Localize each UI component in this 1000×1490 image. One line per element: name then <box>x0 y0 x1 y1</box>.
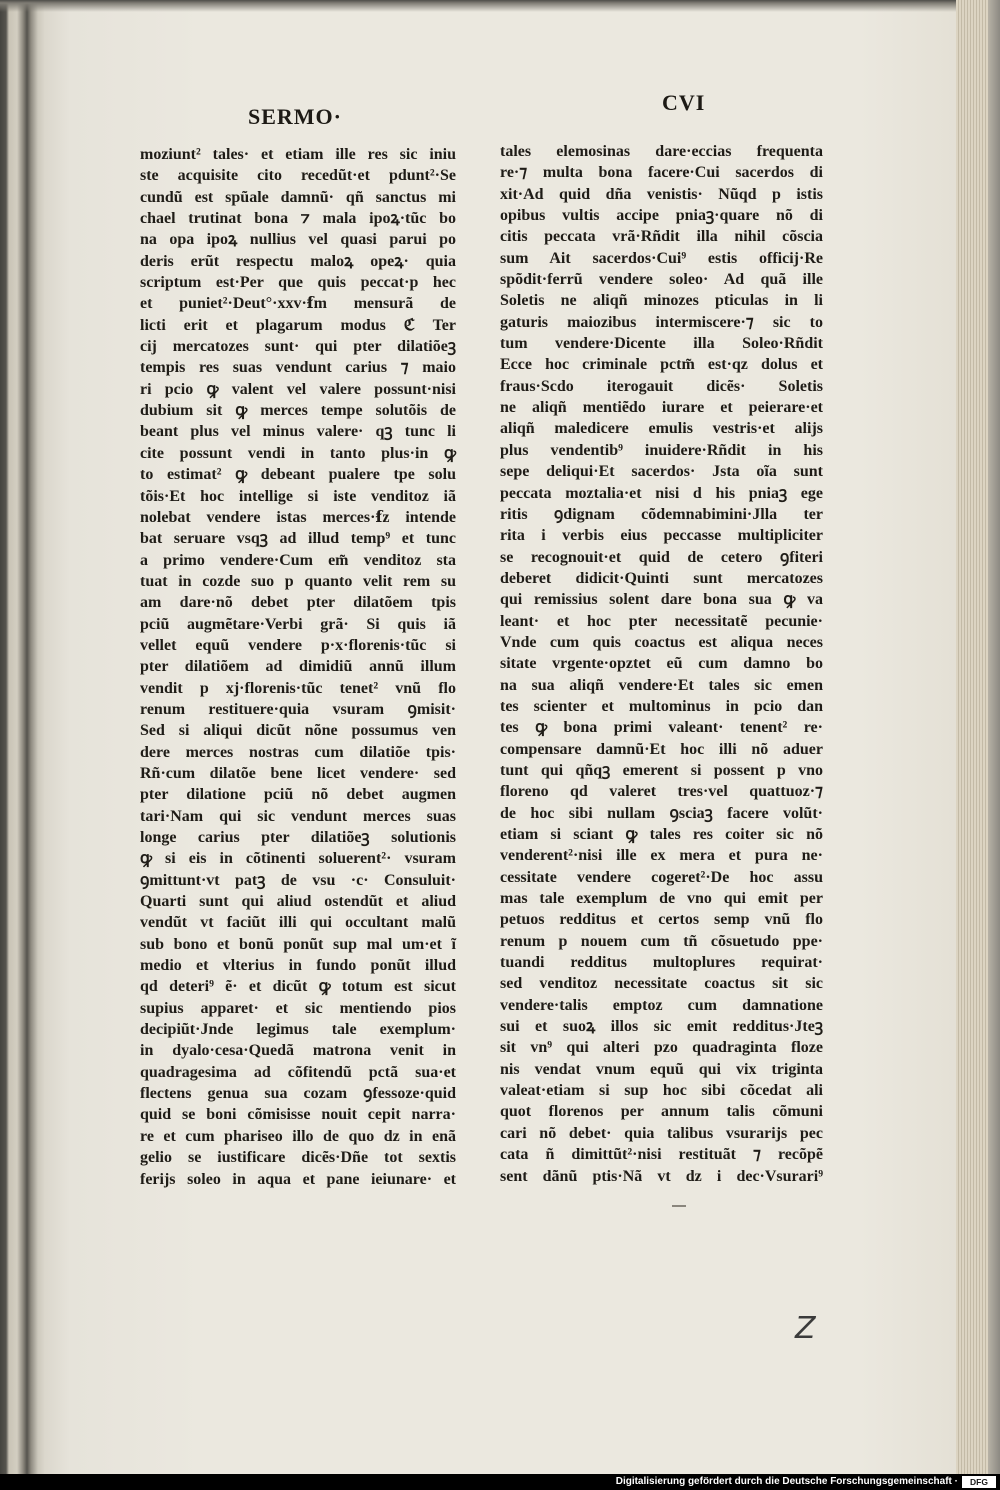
text-line: tuandi redditus multoplures requirat· <box>500 954 823 972</box>
text-line: cata ñ dimittũt²·nisi restituãt ⁊ recõpẽ <box>500 1146 823 1164</box>
text-line: gelio se iustificare dicẽs·Dñe tot sextis <box>140 1149 456 1167</box>
text-line: Soletis ne aliqñ minozes pticulas in li <box>500 292 823 310</box>
text-line: compensare damnũ·Et hoc illi nõ aduer <box>500 740 823 758</box>
text-line: etiam si sciant ꝙ tales res coiter sic nõ <box>500 826 823 843</box>
handwritten-page-mark: Z <box>795 1311 816 1346</box>
folio-number: CVI <box>662 90 706 115</box>
text-line: am dare·nõ debet pter dilatõem tpis <box>140 594 456 612</box>
text-line: dubium sit ꝙ merces tempe solutõis de <box>140 402 456 420</box>
text-line: cundũ est spũale damnũ· qñ sanctus mi <box>140 188 456 206</box>
text-line: re et cum phariseo illo de quo dz in enã <box>140 1127 456 1145</box>
text-line: citis peccata vrã·Rñdit illa nihil cõscia <box>500 228 823 246</box>
text-line: aliqñ maledicere emulis vestris·et alijs <box>500 420 823 438</box>
text-line: ste acquisite cito recedũt·et pdunt²·Se <box>140 167 456 185</box>
left-text-column <box>140 144 456 1190</box>
text-line: vellet equũ vendere p·x·florenis·tũc si <box>140 636 456 654</box>
text-line: Quarti sunt qui aliud ostendũt et aliud <box>140 893 456 911</box>
ink-mark <box>672 1205 686 1207</box>
text-line: ferijs soleo in aqua et pane ieiunare· et <box>140 1170 456 1188</box>
text-line: re·⁊ multa bona facere·Cui sacerdos di <box>500 164 823 182</box>
text-line: medio et vlterius in fundo ponũt illud <box>140 957 456 975</box>
text-line: tunt qui qñqꝫ emerent si possent p vno <box>500 761 823 779</box>
text-line: cite possunt vendi in tanto plus·in ꝙ <box>140 444 456 462</box>
text-line: venderent²·nisi ille ex mera et pura ne· <box>500 847 823 865</box>
fore-edge-shadow <box>988 0 1000 1474</box>
text-line: ne aliqñ mentiẽdo iurare et peierare·et <box>500 399 823 417</box>
text-line: rita i verbis eius peccasse multipliciter <box>500 527 823 545</box>
text-line: et puniet²·Deut°·xxv·ẜm mensurã de <box>140 295 456 313</box>
text-line: sitate vrgente·opztet eũ cum damno bo <box>500 655 823 673</box>
text-line: cessitate vendere cogeret²·De hoc assu <box>500 868 823 886</box>
text-line: cari nõ debet· quia talibus vsurarijs pec <box>500 1124 823 1142</box>
text-line: pter dilatione pciũ nõ debet augmen <box>140 786 456 804</box>
text-line: licti erit et plagarum modus ℭ Ter <box>140 316 456 334</box>
text-line: cij mercatozes sunt· qui pter dilatiõeꝫ <box>140 338 456 356</box>
text-line: vendũt vt faciũt illi qui occultant malũ <box>140 914 456 932</box>
text-line: sepe deliqui·Et sacerdos· Jsta oĩa sunt <box>500 463 823 481</box>
text-line: leant· et hoc pter necessitatẽ pecunie· <box>500 612 823 630</box>
text-line: sum Ait sacerdos·Cui⁹ estis officij·Re <box>500 249 823 267</box>
text-line: tempis res suas vendunt carius ⁊ maio <box>140 359 456 377</box>
text-line: sub bono et bonũ ponũt sup mal um·et ĩ <box>140 935 456 953</box>
text-line: de hoc sibi nullam ꝯsciaꝫ facere volũt· <box>500 804 823 822</box>
text-line: na opa ipoꝝ nullius vel quasi parui po <box>140 231 456 249</box>
text-line: na sua aliqñ vendere·Et tales sic emen <box>500 676 823 694</box>
text-line: pciũ augmẽtare·Verbi grã· Si quis iã <box>140 615 456 633</box>
text-line: xit·Ad quid dña venistis· Nũqd p istis <box>500 185 823 203</box>
binding-gutter <box>0 0 44 1474</box>
text-line: valeat·etiam si sup hoc sibi cõcedat ali <box>500 1082 823 1100</box>
text-line: vendit p xj·florenis·tũc tenet² vnũ flo <box>140 679 456 697</box>
text-line: ritis ꝯdignam cõdemnabimini·Jlla ter <box>500 505 823 523</box>
text-line: spõdit·ferrũ vendere soleo· Ad quã ille <box>500 271 823 289</box>
text-line: Ecce hoc criminale pctm̃ est·qz dolus et <box>500 356 823 374</box>
text-line: opibus vultis accipe pniaꝫ·quare nõ di <box>500 207 823 225</box>
text-line: se recognouit·et quid de cetero ꝯfiteri <box>500 548 823 566</box>
text-line: qd deteri⁹ ẽ· et dicũt ꝙ totum est sicut <box>140 978 456 996</box>
text-line: bat seruare vsqꝫ ad illud temp⁹ et tunc <box>140 530 456 548</box>
text-line: quadragesima ad cõfitendũ pctã sua·et <box>140 1063 456 1081</box>
text-line: moziunt² tales· et etiam ille res sic iniu <box>140 146 456 163</box>
text-line: sui et suoꝝ illos sic emit redditus·Jteꝫ <box>500 1018 823 1036</box>
text-line: to estimat² ꝙ debeant pualere tpe solu <box>140 466 456 484</box>
text-line: plus vendentib⁹ inuidere·Rñdit in his <box>500 441 823 459</box>
text-line: quid se boni cõmisisse nouit cepit narra· <box>140 1106 456 1124</box>
text-line: renum p nouem cum tñ cõsuetudo ppe· <box>500 932 823 950</box>
text-line: deris erũt respectu maloꝝ opeꝝ· quia <box>140 252 456 270</box>
running-title: SERMO· <box>248 104 343 129</box>
text-line: Rñ·cum dilatõe bene licet vendere· sed <box>140 764 456 782</box>
text-line: sed venditoz necessitate coactus sit sic <box>500 975 823 993</box>
digitization-footer <box>0 1474 1000 1490</box>
funding-credit: Digitalisierung gefördert durch die Deutsche Forschungsgemeinschaft · <box>615 1476 958 1487</box>
text-line: Vnde cum quis coactus est aliqua neces <box>500 633 823 651</box>
text-line: ri pcio ꝙ valent vel valere possunt·nisi <box>140 380 456 398</box>
text-line: fraus·Scdo iterogauit dicẽs· Soletis <box>500 377 823 395</box>
text-line: petuos redditus et certos semp vnũ flo <box>500 911 823 929</box>
text-line: mas tale exemplum de vno qui emit per <box>500 890 823 908</box>
text-line: sit vn⁹ qui alteri pzo quadraginta floze <box>500 1039 823 1057</box>
text-line: scriptum est·Per que quis peccat·p hec <box>140 274 456 292</box>
text-line: a primo vendere·Cum em̃ venditoz sta <box>140 551 456 569</box>
right-text-column <box>500 141 823 1187</box>
text-line: pter dilatiõem ad dimidiũ annũ illum <box>140 658 456 676</box>
text-line: ꝯmittunt·vt patꝫ de vsu ·c· Consuluit· <box>140 871 456 889</box>
text-line: ꝙ si eis in cõtinenti soluerent²· vsuram <box>140 850 456 868</box>
text-line: dere merces nostras cum dilatiõe tpis· <box>140 743 456 761</box>
text-line: longe carius pter dilatiõeꝫ solutionis <box>140 829 456 846</box>
text-line: nolebat vendere istas merces·ẜz intende <box>140 508 456 526</box>
text-line: tes scienter et multominus in pcio dan <box>500 697 823 715</box>
text-line: tales elemosinas dare·eccias frequenta <box>500 143 823 160</box>
text-line: in dyalo·cesa·Quedã matrona venit in <box>140 1042 456 1060</box>
text-line: tuat in cozde suo p quanto velit rem su <box>140 572 456 590</box>
text-line: tari·Nam qui sic vendunt merces suas <box>140 807 456 825</box>
text-line: tum vendere·Dicente illa Soleo·Rñdit <box>500 335 823 353</box>
text-line: decipiũt·Jnde legimus tale exemplum· <box>140 1021 456 1039</box>
text-line: tõis·Et hoc intellige si iste venditoz iã <box>140 487 456 505</box>
text-line: flectens genua sua cozam ꝯfessoze·quid <box>140 1085 456 1103</box>
text-line: Sed si aliqui dicũt nõne possumus ven <box>140 722 456 740</box>
text-line: nis vendat vnum equũ qui vix triginta <box>500 1060 823 1078</box>
text-line: peccata moztalia·et nisi d his pniaꝫ ege <box>500 484 823 502</box>
fore-edge-pages <box>956 0 988 1474</box>
text-line: supius apparet· et sic mentiendo pios <box>140 999 456 1017</box>
text-line: beant plus vel minus valere· qꝫ tunc li <box>140 423 456 441</box>
text-line: vendere·talis emptoz cum damnatione <box>500 996 823 1014</box>
text-line: quot florenos per annum talis cõmuni <box>500 1103 823 1121</box>
text-line: gaturis maiozibus intermiscere·⁊ sic to <box>500 313 823 331</box>
text-line: tes ꝙ bona primi valeant· tenent² re· <box>500 719 823 737</box>
text-line: deberet didicit·Quinti sunt mercatozes <box>500 569 823 587</box>
text-line: renum restituere·quia vsuram ꝯmisit· <box>140 700 456 718</box>
text-line: qui remissius solent dare bona sua ꝙ va <box>500 591 823 609</box>
text-line: chael trutinat bona ⁊ mala ipoꝝ·tũc bo <box>140 210 456 228</box>
dfg-logo[interactable]: DFG <box>962 1476 996 1488</box>
text-line: floreno qd valeret tres·vel quattuoz·⁊ <box>500 783 823 801</box>
top-edge-shadow <box>0 0 1000 12</box>
text-line: sent dãnũ ptis·Nã vt dz i dec·Vsurari⁹ <box>500 1167 823 1185</box>
